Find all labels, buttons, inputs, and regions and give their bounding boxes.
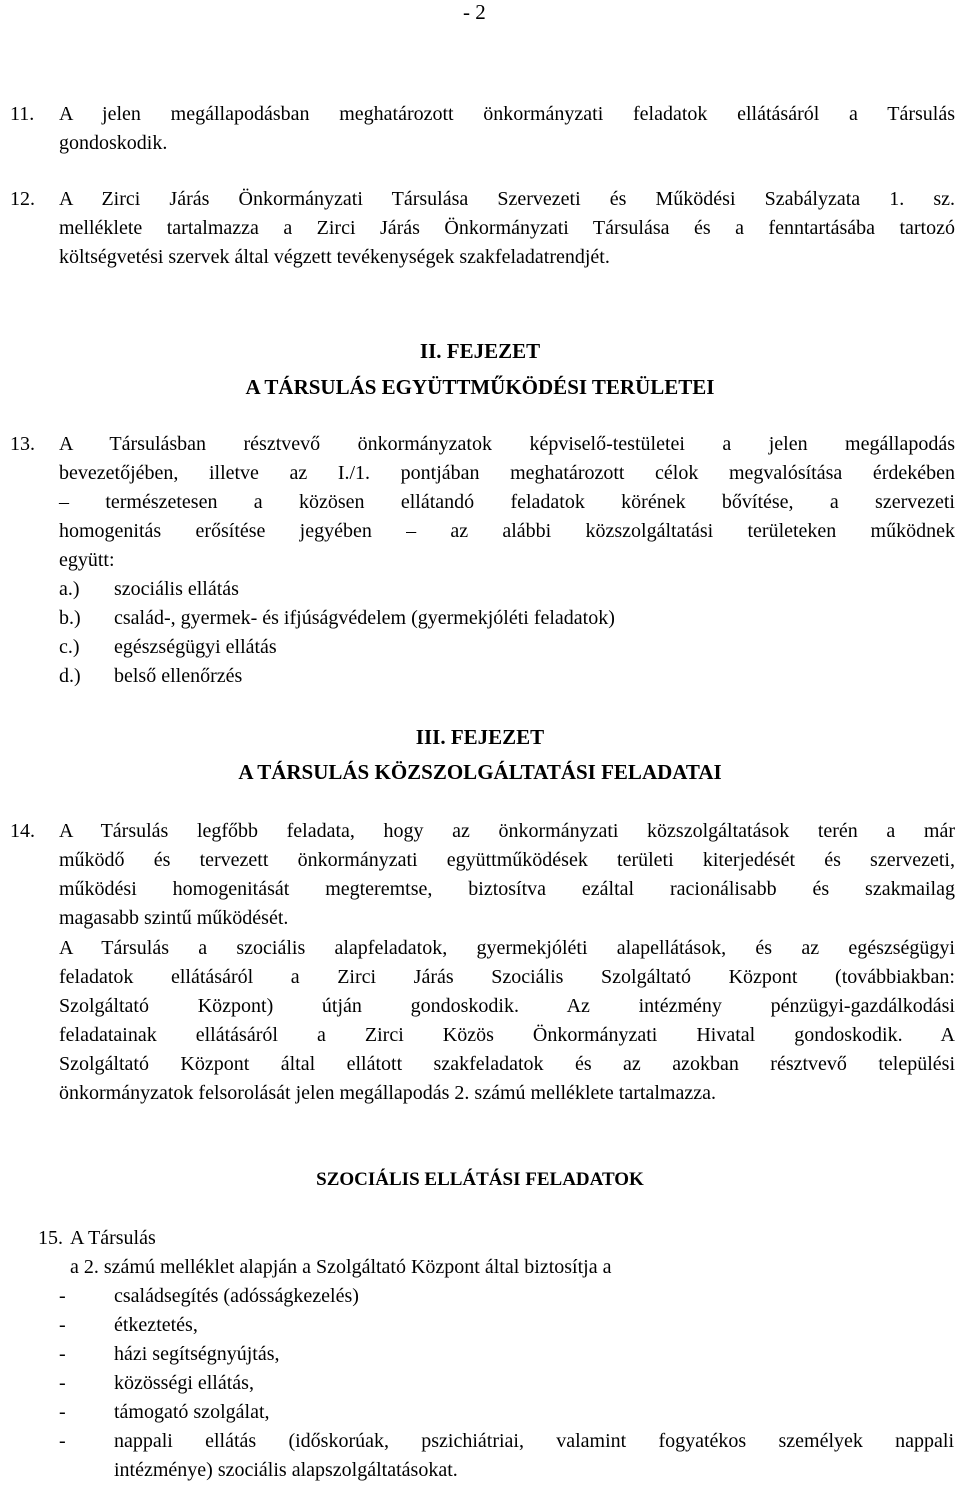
paragraph-12-line: A Zirci Járás Önkormányzati Társulása Szervezeti és Működési Szabályzata 1. sz. xyxy=(59,188,955,210)
list-item-text: család-, gyermek- és ifjúságvédelem (gyermekjóléti feladatok) xyxy=(114,607,615,629)
paragraph-12-line: költségvetési szervek által végzett tevékenységek szakfeladatrendjét. xyxy=(59,246,610,268)
paragraph-14-line: Szolgáltató Központ által ellátott szakfeladatok és az azokban résztvevő települési xyxy=(59,1053,955,1075)
paragraph-13-line: bevezetőjében, illetve az I./1. pontjában meghatározott célok megvalósítása érdekében xyxy=(59,462,955,484)
paragraph-14-line: Szolgáltató Központ) útján gondoskodik. Az intézmény pénzügyi-gazdálkodási xyxy=(59,995,955,1017)
paragraph-15-head: A Társulás xyxy=(70,1227,156,1249)
dash-bullet: - xyxy=(59,1372,66,1394)
list-item-text: támogató szolgálat, xyxy=(114,1401,270,1423)
list-item-text: házi segítségnyújtás, xyxy=(114,1343,280,1365)
paragraph-12-number: 12. xyxy=(10,188,35,210)
chapter-3-subtitle: A TÁRSULÁS KÖZSZOLGÁLTATÁSI FELADATAI xyxy=(238,760,722,784)
paragraph-14-line: működési homogenitását megteremtse, biztosítva ezáltal racionálisabb és szakmailag xyxy=(59,878,955,900)
list-item-text: családsegítés (adósságkezelés) xyxy=(114,1285,359,1307)
chapter-2-title-text: II. FEJEZET xyxy=(419,339,541,363)
list-item-text: egészségügyi ellátás xyxy=(114,636,277,658)
list-item-text: belső ellenőrzés xyxy=(114,665,243,687)
dash-bullet: - xyxy=(59,1343,66,1365)
paragraph-13-line: A Társulásban résztvevő önkormányzatok képviselő-testületei a jelen megállapodás xyxy=(59,433,955,455)
paragraph-11-line: A jelen megállapodásban meghatározott önkormányzati feladatok ellátásáról a Társulás xyxy=(59,103,955,125)
paragraph-14-line: magasabb szintű működését. xyxy=(59,907,289,929)
paragraph-15-number: 15. xyxy=(38,1227,63,1249)
list-item-text: szociális ellátás xyxy=(114,578,239,600)
list-item-label: a.) xyxy=(59,578,80,600)
paragraph-13-line: együtt: xyxy=(59,549,115,571)
paragraph-14-line: önkormányzatok felsorolását jelen megállapodás 2. számú melléklete tartalmazza. xyxy=(59,1082,716,1104)
paragraph-14-number: 14. xyxy=(10,820,35,842)
paragraph-12-line: melléklete tartalmazza a Zirci Járás Önkormányzati Társulása és a fenntartásába tartozó xyxy=(59,217,955,239)
chapter-2-title xyxy=(0,341,960,362)
list-item-label: d.) xyxy=(59,665,81,687)
list-item-text: közösségi ellátás, xyxy=(114,1372,254,1394)
page-number: - 2 xyxy=(463,0,486,24)
dash-bullet: - xyxy=(59,1430,66,1452)
dash-bullet: - xyxy=(59,1401,66,1423)
list-item-label: b.) xyxy=(59,607,81,629)
paragraph-13-line: – természetesen a közösen ellátandó feladatok körének bővítése, a szervezeti xyxy=(59,491,955,513)
list-item-text: étkeztetés, xyxy=(114,1314,198,1336)
chapter-2-subtitle: A TÁRSULÁS EGYÜTTMŰKÖDÉSI TERÜLETEI xyxy=(245,375,715,399)
paragraph-14-line: A Társulás a szociális alapfeladatok, gyermekjóléti alapellátások, és az egészségügyi xyxy=(59,937,955,959)
list-item-label: c.) xyxy=(59,636,80,658)
paragraph-11-number: 11. xyxy=(10,103,35,125)
list-item-text: intézménye) szociális alapszolgáltatásokat. xyxy=(114,1459,458,1481)
section-social-title: SZOCIÁLIS ELLÁTÁSI FELADATOK xyxy=(316,1169,644,1190)
paragraph-14-line: működő és tervezett önkormányzati együttműködések területi kiterjedését és szervezeti, xyxy=(59,849,955,871)
paragraph-14-line: feladatok ellátásáról a Zirci Járás Szociális Szolgáltató Központ (továbbiakban: xyxy=(59,966,955,988)
dash-bullet: - xyxy=(59,1314,66,1336)
paragraph-11-line: gondoskodik. xyxy=(59,132,168,154)
paragraph-13-number: 13. xyxy=(10,433,35,455)
chapter-3-title: III. FEJEZET xyxy=(415,725,545,749)
paragraph-14-line: A Társulás legfőbb feladata, hogy az önkormányzati közszolgáltatások terén a már xyxy=(59,820,955,842)
dash-bullet: - xyxy=(59,1285,66,1307)
list-item-text: nappali ellátás (időskorúak, pszichiátriai, valamint fogyatékos személyek nappali xyxy=(114,1430,954,1452)
paragraph-13-line: homogenitás erősítése jegyében – az alábbi közszolgáltatási területeken működnek xyxy=(59,520,955,542)
paragraph-14-line: feladatainak ellátásáról a Zirci Közös Önkormányzati Hivatal gondoskodik. A xyxy=(59,1024,955,1046)
paragraph-15-intro: a 2. számú melléklet alapján a Szolgáltató Központ által biztosítja a xyxy=(70,1256,612,1278)
